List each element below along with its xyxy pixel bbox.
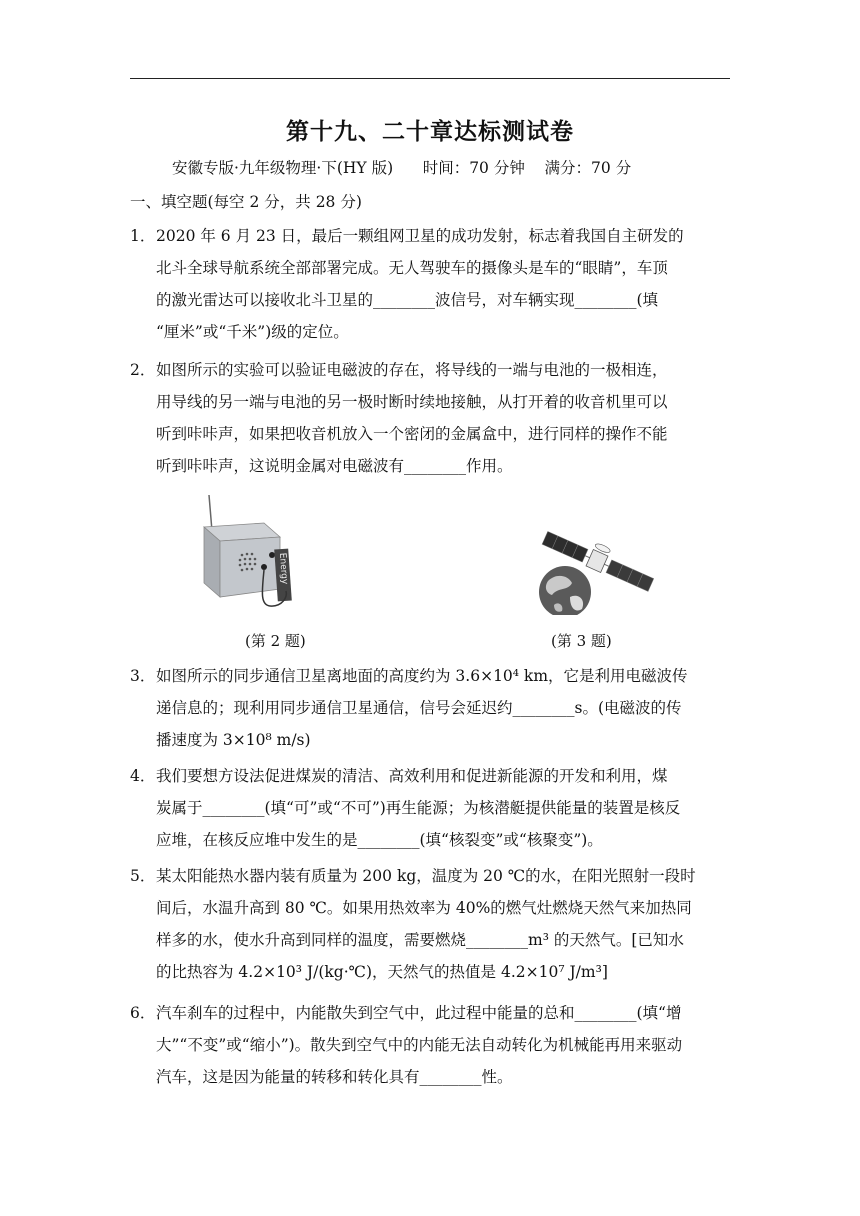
question-line: 的激光雷达可以接收北斗卫星的________波信号，对车辆实现________(填 — [156, 291, 659, 309]
question-line: 样多的水，使水升高到同样的温度，需要燃烧________m³ 的天然气。[已知水 — [156, 931, 684, 949]
question-line: 应堆，在核反应堆中发生的是________(填“核裂变”或“核聚变”)。 — [156, 831, 603, 849]
question-line: 汽车刹车的过程中，内能散失到空气中，此过程中能量的总和________(填“增 — [156, 1004, 682, 1022]
question-6 — [130, 997, 730, 1093]
question-line: 如图所示的实验可以验证电磁波的存在，将导线的一端与电池的一极相连， — [156, 361, 668, 379]
satellite-earth-figure — [532, 521, 662, 615]
question-line: 播速度为 3×10⁸ m/s) — [156, 731, 311, 749]
question-number: 3． — [130, 667, 156, 685]
question-line: 我们要想方设法促进煤炭的清洁、高效利用和促进新能源的开发和利用，煤 — [156, 767, 668, 785]
question-4 — [130, 760, 730, 856]
question-number: 1． — [130, 227, 156, 245]
question-1 — [130, 220, 730, 348]
question-line: 听到咔咔声，如果把收音机放入一个密闭的金属盒中，进行同样的操作不能 — [156, 425, 668, 443]
question-line: 间后，水温升高到 80 ℃。如果用热效率为 40%的燃气灶燃烧天然气来加热同 — [156, 899, 692, 917]
question-line: 2020 年 6 月 23 日，最后一颗组网卫星的成功发射，标志着我国自主研发的 — [156, 227, 684, 245]
page-title: 第十九、二十章达标测试卷 — [286, 119, 574, 145]
question-5 — [130, 860, 730, 988]
question-2 — [130, 354, 730, 482]
question-3 — [130, 660, 730, 756]
radio-battery-figure — [198, 493, 298, 615]
question-line: 某太阳能热水器内装有质量为 200 kg，温度为 20 ℃的水，在阳光照射一段时 — [156, 867, 696, 885]
question-number: 6． — [130, 1004, 156, 1022]
figure-caption-2: (第 2 题) — [245, 632, 306, 650]
question-number: 2． — [130, 361, 156, 379]
top-rule — [130, 78, 730, 79]
question-line: 炭属于________(填“可”或“不可”)再生能源；为核潜艇提供能量的装置是核反 — [156, 799, 681, 817]
question-line: 的比热容为 4.2×10³ J/(kg·℃)，天然气的热值是 4.2×10⁷ J/m³] — [156, 963, 608, 981]
question-line: 汽车，这是因为能量的转移和转化具有________性。 — [156, 1068, 513, 1086]
question-line: 如图所示的同步通信卫星离地面的高度约为 3.6×10⁴ km，它是利用电磁波传 — [156, 667, 688, 685]
question-line: 用导线的另一端与电池的另一极时断时续地接触，从打开着的收音机里可以 — [156, 393, 668, 411]
question-line: 递信息的；现利用同步通信卫星通信，信号会延迟约________s。(电磁波的传 — [156, 699, 682, 717]
question-line: 北斗全球导航系统全部部署完成。无人驾驶车的摄像头是车的“眼睛”，车顶 — [156, 259, 668, 277]
battery-label: Energy — [277, 552, 290, 585]
question-line: 听到咔咔声，这说明金属对电磁波有________作用。 — [156, 457, 513, 475]
exam-info: 安徽专版·九年级物理·下(HY 版) 时间：70 分钟 满分：70 分 — [172, 159, 632, 177]
question-number: 4． — [130, 767, 156, 785]
question-line: 大”“不变”或“缩小”)。散失到空气中的内能无法自动转化为机械能再用来驱动 — [156, 1036, 683, 1054]
figure-caption-3: (第 3 题) — [551, 632, 612, 650]
question-line: “厘米”或“千米”)级的定位。 — [156, 323, 349, 341]
question-number: 5． — [130, 867, 156, 885]
section-heading: 一、填空题(每空 2 分，共 28 分) — [130, 193, 362, 211]
